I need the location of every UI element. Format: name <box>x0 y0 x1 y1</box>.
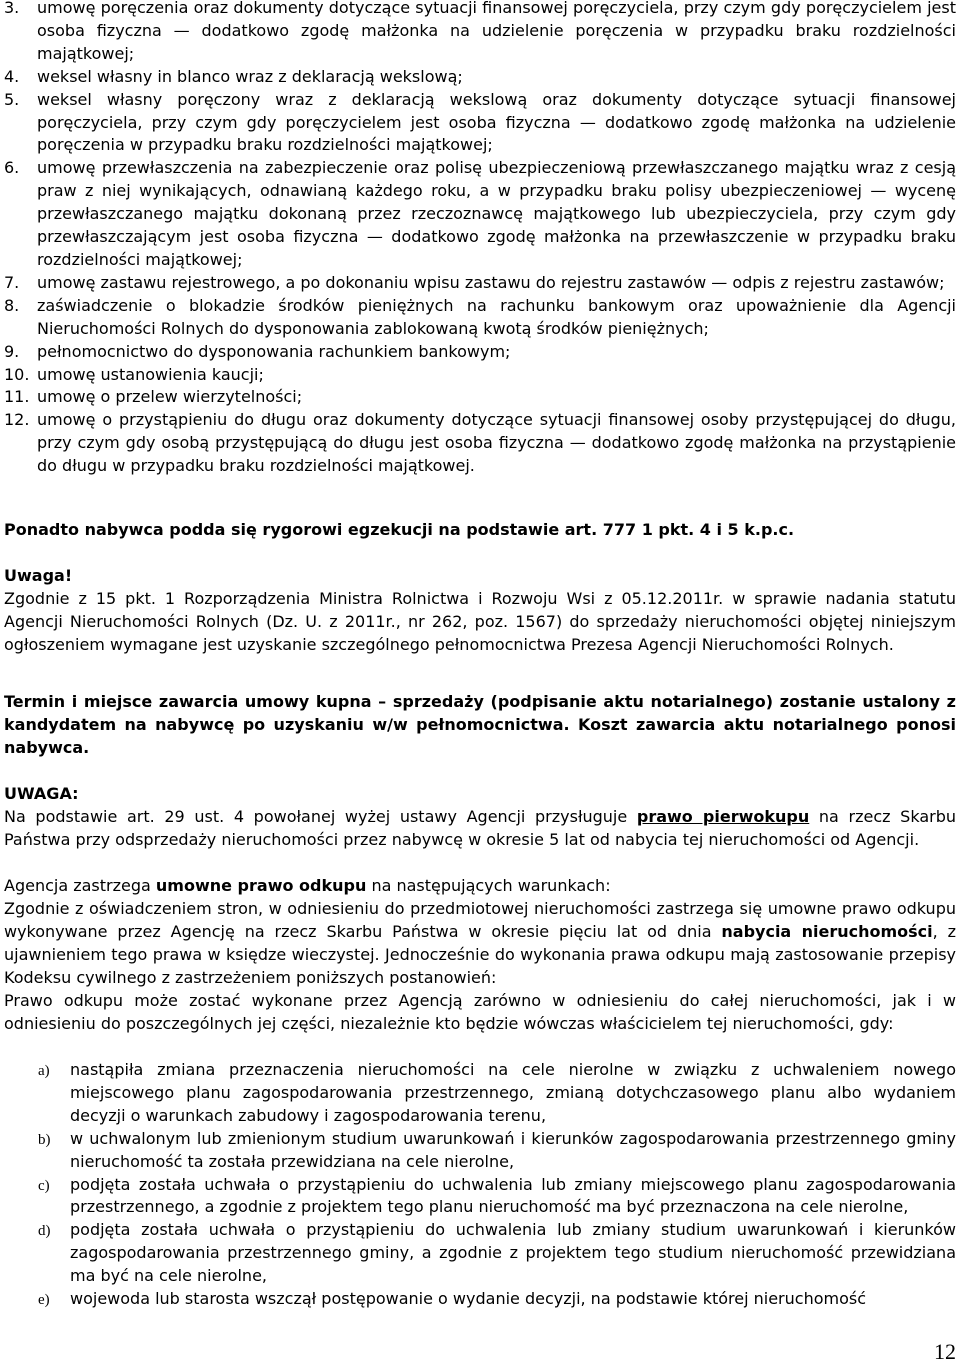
preemption-heading: UWAGA: <box>4 784 79 803</box>
condition-item <box>4 1128 956 1174</box>
list-text: umowę o przystąpieniu do długu oraz dokumenty dotyczące sytuacji finansowej osoby przystępującej do długu, przy czym gdy osobą przystępującą do długu jest osoba fizyczna — dodatkowo zgodę małżonka na przystąpienie do długu w przypadku braku rozdzielności majątkowej. <box>37 410 956 476</box>
list-number: 10. <box>4 364 30 384</box>
buyback-paragraph: Zgodnie z oświadczeniem stron, w odniesieniu do przedmiotowej nieruchomości zastrzega się umowne prawo odkupu wykonywane przez Agencję na rzecz Skarbu Państwa w okresie pięciu lat od dnia nabycia nieruchomości, z ujawnieniem tego prawa w księdze wieczystej. Jednocześnie do wykonania prawa odkupu mają zastosowanie przepisy Kodeksu cywilnego z zastrzeżeniem poniższych postanowień: <box>4 899 956 987</box>
list-text: weksel własny in blanco wraz z deklaracją wekslową; <box>37 66 463 86</box>
list-text: umowę poręczenia oraz dokumenty dotyczące sytuacji finansowej poręczyciela, przy czym gdy poręczycielem jest osoba fizyczna — dodatkowo zgodę małżonka na udzielenie poręczenia w przypadku braku rozdzielności majątkowej; <box>37 0 956 63</box>
list-item <box>4 341 956 364</box>
condition-letter: b) <box>38 1131 51 1148</box>
enforcement-clause: Ponadto nabywca podda się rygorowi egzekucji na podstawie art. 777 1 pkt. 4 i 5 k.p.c. <box>4 520 795 539</box>
list-item <box>4 386 956 409</box>
condition-item <box>4 1219 956 1288</box>
notice-heading: Uwaga! <box>4 566 73 585</box>
condition-text: w uchwalonym lub zmienionym studium uwarunkowań i kierunków zagospodarowania przestrzennego gminy nieruchomość ta została przewidziana na cele nierolne, <box>70 1128 956 1171</box>
condition-item <box>4 1174 956 1220</box>
list-item <box>4 157 956 272</box>
list-text: pełnomocnictwo do dysponowania rachunkiem bankowym; <box>37 341 511 361</box>
buyback-right: umowne prawo odkupu <box>155 876 367 895</box>
contract-terms: Termin i miejsce zawarcia umowy kupna – sprzedaży (podpisanie aktu notarialnego) zostanie ustalony z kandydatem na nabywcę po uzyskaniu w/w pełnomocnictwa. Koszt zawarcia aktu notarialnego ponosi nabywca. <box>4 692 956 757</box>
list-text: umowę ustanowienia kaucji; <box>37 364 264 384</box>
list-item <box>4 0 956 66</box>
list-item <box>4 409 956 478</box>
condition-text: wojewoda lub starosta wszczął postępowanie o wydanie decyzji, na podstawie której nieruchomość <box>70 1289 866 1309</box>
condition-letter: a) <box>38 1063 50 1079</box>
list-text: umowę zastawu rejestrowego, a po dokonaniu wpisu zastawu do rejestru zastawów — odpis z rejestru zastawów; <box>37 272 945 292</box>
condition-item <box>4 1288 956 1311</box>
list-number: 11. <box>4 387 30 407</box>
list-number: 12. <box>4 410 30 430</box>
list-number: 8. <box>4 295 20 315</box>
condition-letter: e) <box>38 1292 50 1309</box>
list-number: 9. <box>4 341 20 361</box>
condition-text: podjęta została uchwała o przystąpieniu do uchwalenia lub zmiany miejscowego planu zagospodarowania przestrzennego, a zgodnie z projektem tego planu nieruchomość ma być przeznaczona na cele nierolne, <box>70 1174 956 1217</box>
conditions-list <box>4 1059 956 1311</box>
list-item <box>4 364 956 387</box>
list-number: 7. <box>4 272 20 292</box>
list-item <box>4 89 956 158</box>
list-item <box>4 272 956 295</box>
security-list <box>4 0 956 478</box>
list-text: umowę przewłaszczenia na zabezpieczenie oraz polisę ubezpieczeniową przewłaszczanego majątku wraz z cesją praw z niej wynikających, odnawianą każdego roku, a w przypadku braku polisy ubezpieczeniowej — wycenę przewłaszczanego majątku dokonaną przez rzeczoznawcę majątkowego lub ubezpieczyciela, przy czym gdy przewłaszczającym jest osoba fizyczna — dodatkowo zgodę małżonka na przewłaszczenie w przypadku braku rozdzielności majątkowej; <box>37 158 956 269</box>
list-number: 4. <box>4 66 20 86</box>
list-text: umowę o przelew wierzytelności; <box>37 387 303 407</box>
preemption-right: prawo pierwokupu <box>636 807 810 826</box>
notice-text: Zgodnie z 15 pkt. 1 Rozporządzenia Ministra Rolnictwa i Rozwoju Wsi z 05.12.2011r. w sprawie nadania statutu Agencji Nieruchomości Rolnych (Dz. U. z 2011r., nr 262, poz. 1567) do sprzedaży nieruchomości objętej niniejszym ogłoszeniem wymagane jest uzyskanie szczególnego pełnomocnictwa Prezesa Agencji Nieruchomości Rolnych. <box>4 589 956 654</box>
list-number: 3. <box>4 0 20 17</box>
list-item <box>4 295 956 341</box>
list-number: 5. <box>4 89 20 109</box>
preemption-text: Na podstawie art. 29 ust. 4 powołanej wyżej ustawy Agencji przysługuje prawo pierwokupu na rzecz Skarbu Państwa przy odsprzedaży nieruchomości przez nabywcę w okresie 5 lat od nabycia tej nieruchomości od Agencji. <box>4 807 956 849</box>
page-number: 12 <box>934 1339 956 1364</box>
condition-letter: d) <box>38 1223 51 1240</box>
list-item <box>4 66 956 89</box>
list-text: zaświadczenie o blokadzie środków pieniężnych na rachunku bankowym oraz upoważnienie dla Agencji Nieruchomości Rolnych do dysponowania zablokowaną kwotą środków pieniężnych; <box>37 295 956 338</box>
buyback-intro: Agencja zastrzega umowne prawo odkupu na następujących warunkach: <box>4 876 611 895</box>
condition-text: podjęta została uchwała o przystąpieniu do uchwalenia lub zmiany studium uwarunkowań i kierunków zagospodarowania przestrzennego gminy, a zgodnie z projektem tego studium nieruchomość przewidziana ma być na cele nierolne, <box>70 1220 956 1286</box>
buyback-scope: Prawo odkupu może zostać wykonane przez Agencją zarówno w odniesieniu do całej nieruchomości, jak i w odniesieniu do poszczególnych jej części, niezależnie kto będzie wówczas właścicielem tej nieruchomości, gdy: <box>4 991 956 1033</box>
list-number: 6. <box>4 158 20 178</box>
condition-letter: c) <box>38 1177 50 1194</box>
condition-text: nastąpiła zmiana przeznaczenia nieruchomości na cele nierolne w związku z uchwaleniem nowego miejscowego planu zagospodarowania przestrzennego, zmianą dotychczasowego planu albo wydaniem decyzji o warunkach zabudowy i zagospodarowania terenu, <box>70 1060 956 1125</box>
list-text: weksel własny poręczony wraz z deklaracją wekslową oraz dokumenty dotyczące sytuacji finansowej poręczyciela, przy czym gdy poręczycielem jest osoba fizyczna — dodatkowo zgodę małżonka na udzielenie poręczenia w przypadku braku rozdzielności majątkowej; <box>37 89 956 155</box>
condition-item <box>4 1059 956 1128</box>
